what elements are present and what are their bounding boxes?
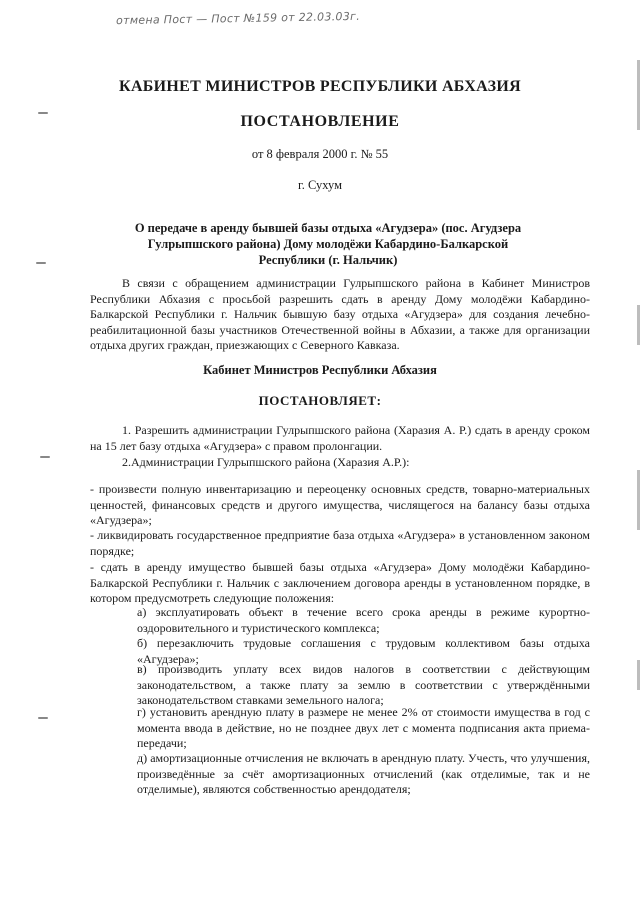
handwritten-note: отмена Пост — Пост №159 от 22.03.03г. <box>115 9 361 28</box>
subitem-d: г) установить арендную плату в размере не менее 2% от стоимости имущества в год с момента ввода в действие, но не позднее двух лет с момента подписания акта приема-передачи; <box>137 705 590 750</box>
document-type-heading: ПОСТАНОВЛЕНИЕ <box>240 113 400 130</box>
subitem-b: б) перезаключить трудовые соглашения с трудовым коллективом базы отдыха «Агудзера»; <box>137 636 590 666</box>
item-2: 2.Администрации Гулрыпшского района (Харазия А.Р.): <box>122 455 410 469</box>
item-1: 1. Разрешить администрации Гулрыпшского района (Харазия А. Р.) сдать в аренду сроком на 15 лет базу отдыха «Агудзера» с правом пролонгации. <box>90 423 590 453</box>
intro-paragraph: В связи с обращением администрации Гулрыпшского района в Кабинет Министров Республики Абхазия с просьбой разрешить сдать в аренду Дому молодёжи Кабардино-Балкарской Республики г. Нальчик бывшую базу отдыха «Агудзера» для создания лечебно-реабилитационной базы участников Отечественной войны в Абхазии, а также для организации отдыха других граждан, приезжающих с Северного Кавказа. <box>90 276 590 352</box>
subject-title: О передаче в аренду бывшей базы отдыха «Агудзера» (пос. Агудзера Гулрыпшского района) Дому молодёжи Кабардино-Балкарской Республики (г. Нальчик) <box>134 221 522 267</box>
scan-margin-mark <box>40 456 50 458</box>
bullet-2: - ликвидировать государственное предприятие база отдыха «Агудзера» в установленном законом порядке; <box>90 528 590 558</box>
bullet-1: - произвести полную инвентаризацию и переоценку основных средств, товарно-материальных ценностей, финансовых средств и другого имущества, числящегося на балансу базы отдыха «Агудзера»; <box>90 482 590 527</box>
resolves-heading: ПОСТАНОВЛЯЕТ: <box>258 393 382 408</box>
city: г. Сухум <box>297 178 342 192</box>
subitem-c: в) производить уплату всех видов налогов в соответствии с действующим законодательством, а также плату за землю в соответствии с утверждёнными законодательством ставками земельного налога; <box>137 662 590 707</box>
subitem-a: а) эксплуатировать объект в течение всего срока аренды в режиме курортно-оздоровительного и туристического комплекса; <box>137 605 590 635</box>
scan-margin-mark <box>38 112 48 114</box>
scan-margin-mark <box>36 262 46 264</box>
bullet-3: - сдать в аренду имущество бывшей базы отдыха «Агудзера» Дому молодёжи Кабардино-Балкарской Республики г. Нальчик с заключением договора аренды в установленном порядке, в котором предусмотреть следующие положения: <box>90 560 590 605</box>
scan-margin-mark <box>38 717 48 719</box>
issuer-heading: КАБИНЕТ МИНИСТРОВ РЕСПУБЛИКИ АБХАЗИЯ <box>119 78 521 95</box>
subitem-e: д) амортизационные отчисления не включать в арендную плату. Учесть, что улучшения, произведённые за счёт амортизационных отчислений (как отделимые, так и не отделимые), являются собственностью арендодателя; <box>137 751 590 796</box>
cabinet-line: Кабинет Министров Республики Абхазия <box>203 363 437 377</box>
date-number: от 8 февраля 2000 г. № 55 <box>251 147 389 161</box>
